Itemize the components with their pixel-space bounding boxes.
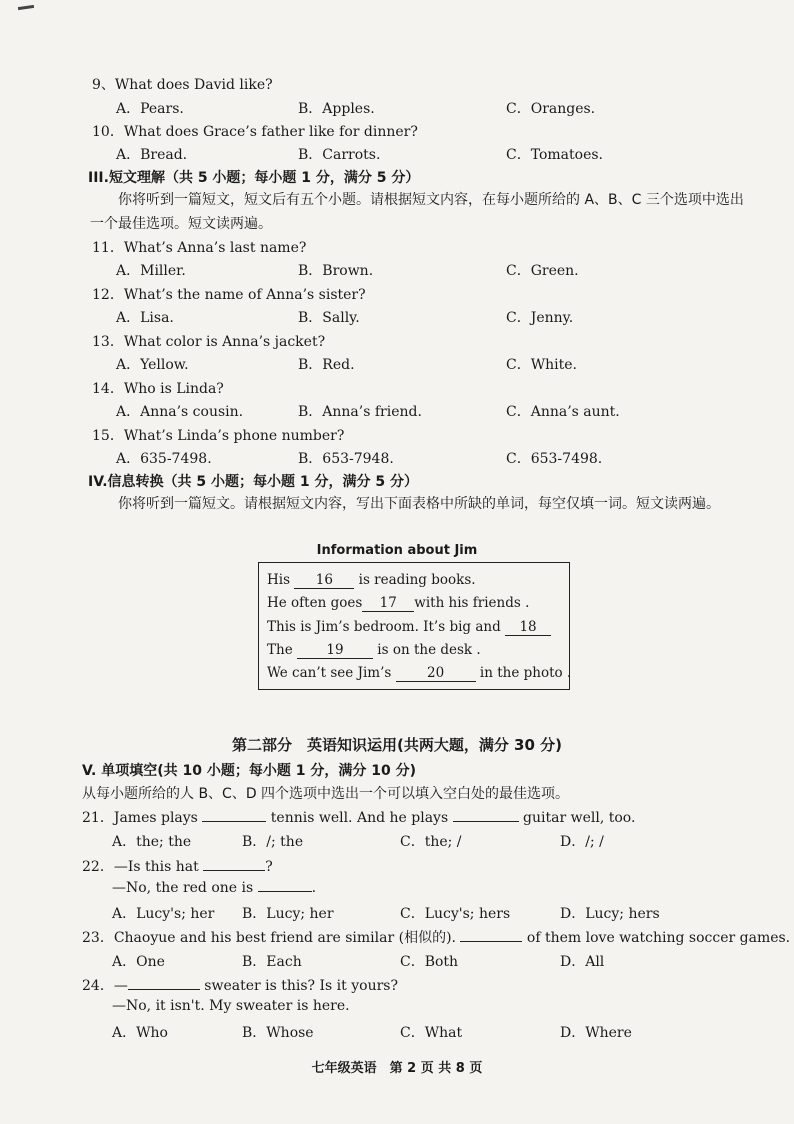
table-row: His 16 is reading books. (267, 572, 476, 588)
option-b: B．Lucy; her (242, 906, 334, 922)
part-2-title: 第二部分 英语知识运用(共两大题，满分 30 分) (231, 736, 563, 754)
table-row: This is Jim’s bedroom. It’s big and 18 (267, 619, 551, 636)
option-b: B．653-7948. (298, 451, 394, 467)
option-c: C．the; / (400, 834, 462, 850)
question-10-options (116, 144, 756, 164)
option-c: C．Green. (506, 263, 579, 279)
option-a: A．Yellow. (116, 357, 189, 373)
answer-blank[interactable] (460, 929, 522, 942)
option-d: D．All (560, 954, 605, 970)
question-15-options (116, 448, 756, 468)
question-24-options (112, 1022, 752, 1042)
option-c: C．Jenny. (506, 310, 574, 326)
option-a: A．635-7498. (116, 451, 212, 467)
question-10: 10．What does Grace’s father like for dinner? (92, 124, 418, 140)
section-5-instruction: 从每小题所给的人 B、C、D 四个选项中选出一个可以填入空白处的最佳选项。 (82, 786, 570, 802)
section-3-title: III.短文理解（共 5 小题；每小题 1 分，满分 5 分） (88, 170, 420, 186)
option-a: A．Lisa. (116, 310, 174, 326)
option-b: B．Sally. (298, 310, 360, 326)
info-table (258, 562, 570, 690)
blank-16[interactable]: 16 (294, 573, 354, 589)
question-24-line-2: —No, it isn't. My sweater is here. (112, 998, 350, 1014)
table-row: We can’t see Jim’s 20 in the photo . (267, 665, 572, 681)
option-c: C．Tomatoes. (506, 147, 603, 163)
question-22: 22．—Is this hat ? (82, 859, 273, 875)
section-5-title: V. 单项填空(共 10 小题；每小题 1 分，满分 10 分) (82, 763, 416, 779)
page-footer: 七年级英语 第 2 页 共 8 页 (311, 1061, 483, 1076)
option-b: B．Carrots. (298, 147, 381, 163)
option-c: C．Anna’s aunt. (506, 404, 620, 420)
question-23-options (112, 951, 752, 971)
option-c: C．Both (400, 954, 459, 970)
option-a: A．Bread. (116, 147, 188, 163)
question-12: 12．What’s the name of Anna’s sister? (92, 287, 366, 303)
question-22-options (112, 903, 752, 923)
table-title: Information about Jim (316, 543, 478, 558)
table-row: He often goes 17 with his friends . (267, 595, 530, 611)
option-c: C．What (400, 1025, 463, 1041)
option-b: B．Red. (298, 357, 355, 373)
question-11: 11．What’s Anna’s last name? (92, 240, 307, 256)
table-row: The 19 is on the desk . (267, 642, 481, 658)
answer-blank[interactable] (203, 858, 265, 871)
option-b: B．Anna’s friend. (298, 404, 422, 420)
section-4-instruction: 你将听到一篇短文。请根据短文内容，写出下面表格中所缺的单词，每空仅填一词。短文读两遍。 (118, 496, 720, 512)
answer-blank[interactable] (258, 879, 312, 892)
blank-17[interactable]: 17 (362, 596, 414, 612)
option-b: B．Apples. (298, 101, 375, 117)
question-21: 21．James plays tennis well. And he plays guitar well, too. (82, 810, 636, 826)
question-13-options (116, 354, 756, 374)
option-a: A．Pears. (116, 101, 184, 117)
option-b: B．Each (242, 954, 302, 970)
option-d: D．/; / (560, 834, 604, 850)
answer-blank[interactable] (128, 977, 200, 990)
answer-blank[interactable] (453, 809, 519, 822)
section-4-title: IV.信息转换（共 5 小题；每小题 1 分，满分 5 分） (88, 474, 419, 490)
section-3-instruction: 你将听到一篇短文，短文后有五个小题。请根据短文内容，在每小题所给的 A、B、C 三个选项中选出一个最佳选项。短文读两遍。 (90, 192, 744, 232)
option-b: B．/; the (242, 834, 304, 850)
question-24: 24．— sweater is this? Is it yours? (82, 978, 398, 994)
answer-blank[interactable] (202, 809, 266, 822)
option-a: A．the; the (112, 834, 192, 850)
question-21-options (112, 831, 752, 851)
option-b: B．Brown. (298, 263, 374, 279)
question-12-options (116, 307, 756, 327)
option-c: C．Lucy's; hers (400, 906, 511, 922)
option-a: A．Miller. (116, 263, 186, 279)
option-a: A．Anna’s cousin. (116, 404, 244, 420)
question-9: 9、What does David like? (92, 77, 273, 93)
question-13: 13．What color is Anna’s jacket? (92, 334, 326, 350)
scan-mark (18, 5, 34, 10)
option-a: A．Lucy's; her (112, 906, 215, 922)
question-22-line-2: —No, the red one is . (112, 880, 317, 896)
option-c: C．Oranges. (506, 101, 596, 117)
blank-19[interactable]: 19 (297, 643, 373, 659)
question-11-options (116, 260, 756, 280)
question-23: 23．Chaoyue and his best friend are similar (相似的). of them love watching soccer games. (82, 930, 791, 946)
option-d: D．Where (560, 1025, 632, 1041)
option-a: A．Who (112, 1025, 168, 1041)
blank-18[interactable]: 18 (505, 620, 551, 636)
option-c: C．653-7498. (506, 451, 603, 467)
blank-20[interactable]: 20 (396, 666, 476, 682)
option-a: A．One (112, 954, 165, 970)
option-c: C．White. (506, 357, 577, 373)
option-d: D．Lucy; hers (560, 906, 660, 922)
question-14: 14．Who is Linda? (92, 381, 224, 397)
option-b: B．Whose (242, 1025, 314, 1041)
question-9-options (116, 98, 756, 118)
question-14-options (116, 401, 756, 421)
question-15: 15．What’s Linda’s phone number? (92, 428, 345, 444)
